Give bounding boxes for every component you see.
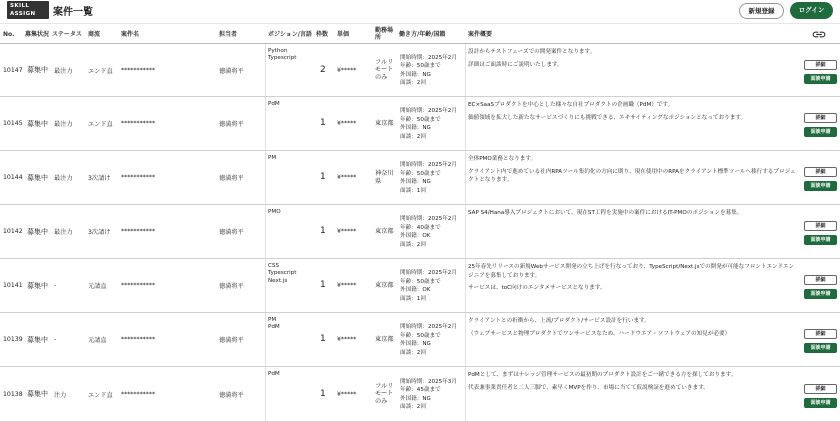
col-flow: 商流 [88, 30, 101, 38]
location-value [375, 44, 393, 96]
project-name[interactable]: *********** [121, 174, 156, 181]
flow-value: エンド直 [88, 391, 113, 399]
project-name[interactable]: *********** [121, 228, 156, 235]
project-overview [468, 263, 798, 297]
condition-line: 面談：2回 [400, 133, 426, 140]
position-item: PMO [268, 209, 281, 215]
condition-line: 開始時期：2025年2月 [400, 216, 457, 222]
project-name[interactable]: *********** [121, 282, 156, 289]
flow-value: 元請直 [88, 283, 107, 290]
row-number: 10139 [3, 336, 23, 343]
register-button[interactable]: 新規登録 [739, 3, 784, 19]
row-number: 10138 [3, 390, 23, 398]
detail-button[interactable]: 詳細 [804, 113, 837, 123]
table-row [0, 97, 840, 151]
col-frames: 枠数 [316, 30, 329, 38]
position-list [268, 371, 280, 378]
position-item: PdM [268, 324, 280, 331]
status-value: 最注力 [54, 229, 73, 236]
work-conditions [400, 161, 457, 195]
condition-line: 外国籍：NG [400, 179, 431, 185]
condition-line: 開始時期：2025年2月 [400, 270, 457, 276]
detail-button[interactable]: 詳細 [804, 275, 837, 285]
position-item: CSS [268, 263, 280, 269]
overview-paragraph: サービスは、toC向けのエンタメサービスとなります。 [468, 285, 606, 291]
price-value: ¥***** [337, 228, 357, 235]
condition-line: 面談：2回 [400, 404, 426, 410]
row-number: 10142 [3, 228, 23, 235]
condition-line: 年齢：40歳まで [400, 224, 441, 231]
condition-line: 年齢：50歳まで [400, 332, 441, 339]
location-line: 東京都 [375, 119, 394, 127]
overview-paragraph: SAP S4/Hana導入プロジェクトにおいて、現在ST工程を実施中の案件におけるIT-PMOのポジションを募集。 [468, 210, 743, 216]
price-value: ¥***** [337, 120, 357, 127]
location-line: 県 [375, 177, 382, 185]
location-value [375, 259, 394, 312]
condition-line: 外国籍：NG [400, 341, 431, 347]
position-list [268, 101, 280, 108]
condition-line: 開始時期：2025年2月 [400, 324, 457, 330]
frames-count: 2 [320, 64, 326, 75]
detail-button[interactable]: 詳細 [804, 329, 837, 339]
recruit-status: 募集中 [27, 227, 48, 236]
owner-name: 徳満将平 [219, 175, 244, 182]
location-value [375, 313, 394, 366]
link-icon[interactable] [812, 30, 826, 39]
detail-button[interactable]: 詳細 [804, 221, 837, 231]
interview-request-button[interactable]: 面談申請 [804, 235, 837, 245]
price-value: ¥***** [337, 390, 357, 398]
row-number: 10141 [3, 282, 23, 289]
work-conditions [400, 54, 457, 88]
interview-request-button[interactable]: 面談申請 [804, 398, 837, 408]
overview-paragraph: 設計からテストフェーズでの開発案件となります。 [468, 49, 596, 55]
position-list [268, 48, 296, 63]
condition-line: 外国籍：NG [400, 395, 431, 402]
column-divider [265, 205, 266, 258]
condition-line: 年齢：50歳まで [400, 63, 441, 69]
column-divider [465, 259, 466, 312]
column-divider [265, 259, 266, 312]
frames-count: 1 [320, 118, 326, 128]
condition-line: 開始時期：2025年2月 [400, 54, 457, 61]
condition-line: 面談：2回 [400, 349, 426, 356]
col-position: ポジション/言語 [268, 30, 312, 38]
condition-line: 面談：2回 [400, 80, 426, 86]
status-value: - [54, 282, 57, 289]
work-conditions [400, 323, 457, 357]
row-number: 10147 [3, 66, 23, 74]
recruit-status: 募集中 [27, 66, 48, 74]
location-line: のみ [375, 397, 388, 405]
overview-paragraph: （ウェブサービスと物理プロダクトでワンサービスなため、ハードウエア・ソフトウェアの知見が必要） [468, 330, 731, 337]
col-overview: 案件概要 [468, 30, 493, 38]
condition-line: 開始時期：2025年2月 [400, 108, 457, 114]
recruit-status: 募集中 [27, 390, 48, 398]
price-value: ¥***** [337, 174, 357, 181]
location-line: 東京都 [375, 335, 394, 343]
row-number: 10144 [3, 174, 23, 181]
column-divider [265, 44, 266, 96]
column-divider [465, 97, 466, 150]
position-item: PM [268, 317, 277, 323]
col-conditions: 働き方/年齢/国籍 [399, 30, 446, 38]
condition-line: 外国籍：NG [400, 71, 431, 78]
location-line: 神奈川 [375, 170, 394, 177]
location-line: フルリ [375, 382, 394, 390]
frames-count: 1 [320, 388, 326, 399]
col-recruit-status: 募集状況 [25, 30, 50, 38]
project-overview [468, 48, 798, 73]
detail-button[interactable]: 詳細 [804, 167, 837, 177]
project-overview [468, 371, 798, 396]
top-header [0, 0, 840, 22]
column-divider [265, 151, 266, 204]
condition-line: 年齢：50歳まで [400, 116, 441, 123]
table-row [0, 259, 840, 313]
price-value: ¥***** [337, 282, 357, 289]
overview-paragraph: クライアント内で進めている社内RPAツール集約化の方向に則り、現在使用中のRPAをクライアント標準ツールへ移行するプロジェクトとなります。 [468, 168, 796, 183]
location-line: モート [375, 66, 394, 74]
frames-count: 1 [320, 334, 326, 344]
position-item: Python [268, 48, 288, 54]
frames-count: 1 [320, 280, 326, 290]
owner-name: 徳満将平 [219, 229, 244, 236]
condition-line: 開始時期：2025年2月 [400, 162, 457, 168]
interview-request-button[interactable]: 面談申請 [804, 343, 837, 353]
recruit-status: 募集中 [27, 119, 48, 128]
col-owner: 担当者 [219, 30, 238, 38]
skill-assign-logo[interactable] [7, 1, 49, 19]
position-item: PdM [268, 371, 280, 377]
flow-value: 3次請け [88, 175, 111, 182]
table-header [0, 23, 840, 44]
overview-paragraph: 代表兼事業責任者と二人三脚で、素早くMVPを作り、市場に当てて仮説検証を進めていきます。 [468, 384, 709, 391]
location-value [375, 205, 394, 258]
status-value: 注力 [54, 391, 67, 399]
position-item: PdM [268, 101, 280, 107]
overview-paragraph: EC×SaaSプロダクトを中心とした様々な自社プロダクトの企画職（PdM）です。 [468, 102, 674, 108]
position-list [268, 209, 281, 216]
table-row [0, 367, 840, 422]
owner-name: 徳満将平 [219, 337, 244, 344]
condition-line: 外国籍：OK [400, 287, 431, 293]
owner-name: 徳満将平 [219, 391, 244, 399]
frames-count: 1 [320, 226, 326, 236]
interview-request-button[interactable]: 面談申請 [804, 74, 837, 84]
location-line: フルリ [375, 58, 394, 66]
column-divider [465, 205, 466, 258]
project-overview [468, 155, 798, 189]
flow-value: 3次請け [88, 229, 111, 236]
col-no: No. [3, 30, 15, 38]
location-value [375, 367, 393, 421]
column-divider [465, 313, 466, 366]
work-conditions [400, 215, 457, 249]
position-item: Typescript [268, 270, 297, 277]
project-overview [468, 209, 798, 222]
status-value: 最注力 [54, 121, 73, 128]
work-conditions [400, 378, 457, 412]
table-row [0, 313, 840, 367]
condition-line: 面談：2回 [400, 241, 426, 248]
interview-request-button[interactable]: 面談申請 [804, 181, 837, 191]
recruit-status: 募集中 [27, 173, 48, 182]
price-value: ¥***** [337, 66, 357, 74]
owner-name: 徳満将平 [219, 67, 244, 75]
condition-line: 年齢：50歳まで [400, 278, 441, 285]
overview-paragraph: PdMとして、まずはナレッジ管理サービスの最初期のプロダクト設計をご一緒できる方を探しております。 [468, 372, 737, 378]
project-overview [468, 317, 798, 342]
location-value [375, 97, 394, 150]
flow-value: 元請直 [88, 337, 107, 344]
column-divider [265, 97, 266, 150]
interview-request-button[interactable]: 面談申請 [804, 127, 837, 137]
status-value: 最注力 [54, 175, 73, 182]
frames-count: 1 [320, 172, 326, 182]
location-line: 東京都 [375, 281, 394, 289]
recruit-status: 募集中 [27, 335, 48, 344]
flow-value: エンド直 [88, 67, 113, 75]
col-location: 勤務場所 [375, 27, 394, 41]
position-item: Typescript [268, 55, 297, 62]
detail-button[interactable]: 詳細 [804, 60, 837, 70]
owner-name: 徳満将平 [219, 283, 244, 290]
condition-line: 外国籍：NG [400, 125, 431, 131]
table-row [0, 151, 840, 205]
status-value: - [54, 336, 57, 343]
location-line: 東京都 [375, 227, 394, 235]
column-divider [265, 313, 266, 366]
project-name[interactable]: *********** [121, 120, 156, 127]
project-name[interactable]: *********** [121, 390, 156, 398]
col-price: 単価 [337, 30, 350, 38]
condition-line: 面談：1回 [400, 187, 426, 194]
recruit-status: 募集中 [27, 281, 48, 290]
overview-paragraph: 全体PMO業務となります。 [468, 156, 537, 162]
condition-line: 年齢：45歳まで [400, 387, 441, 393]
overview-paragraph: 詳細はご面談時にご説明いたします。 [468, 61, 563, 68]
position-list [268, 263, 296, 285]
column-divider [265, 367, 266, 421]
condition-line: 年齢：50歳まで [400, 170, 441, 177]
flow-value: エンド直 [88, 121, 113, 128]
location-value [375, 151, 394, 204]
owner-name: 徳満将平 [219, 121, 244, 128]
detail-button[interactable]: 詳細 [804, 384, 837, 394]
location-line: のみ [375, 73, 388, 81]
interview-request-button[interactable]: 面談申請 [804, 289, 837, 299]
project-overview [468, 101, 798, 126]
position-item: Next.js [268, 277, 288, 284]
project-name[interactable]: *********** [121, 336, 156, 343]
column-divider [465, 44, 466, 96]
overview-paragraph: 価値領域を拡大した新たなサービスづくりにも挑戦できる、エキサイティングなポジションとなっております。 [468, 114, 747, 121]
column-divider [465, 367, 466, 421]
position-item: PM [268, 155, 277, 161]
login-button[interactable]: ログイン [790, 2, 833, 19]
condition-line: 外国籍：OK [400, 233, 431, 239]
status-value: 最注力 [54, 67, 73, 75]
location-line: モート [375, 390, 394, 398]
page-title: 案件一覧 [53, 7, 93, 18]
work-conditions [400, 269, 457, 303]
work-conditions [400, 107, 457, 141]
condition-line: 面談：1回 [400, 295, 426, 302]
column-divider [465, 151, 466, 204]
project-name[interactable]: *********** [121, 66, 156, 74]
overview-paragraph: 25年春先リリースの新規Webサービス開発の立ち上げを行なっており、TypeScript/Next.jsでの開発が可能なフロントエンドエンジニアを募集しております。 [468, 264, 795, 279]
position-list [268, 155, 276, 162]
price-value: ¥***** [337, 336, 357, 343]
row-number: 10145 [3, 120, 23, 127]
col-status: ステータス [52, 30, 82, 38]
condition-line: 開始時期：2025年3月 [400, 378, 457, 385]
table-row [0, 205, 840, 259]
position-list [268, 317, 280, 332]
col-project-name: 案件名 [121, 30, 140, 38]
overview-paragraph: クライアントとの折衝から、上流/プロダクト/サービス設計を行います。 [468, 318, 650, 324]
logo-line-2: ASSIGN [10, 11, 36, 17]
table-row [0, 44, 840, 97]
logo-line-1: SKILL [10, 3, 30, 9]
